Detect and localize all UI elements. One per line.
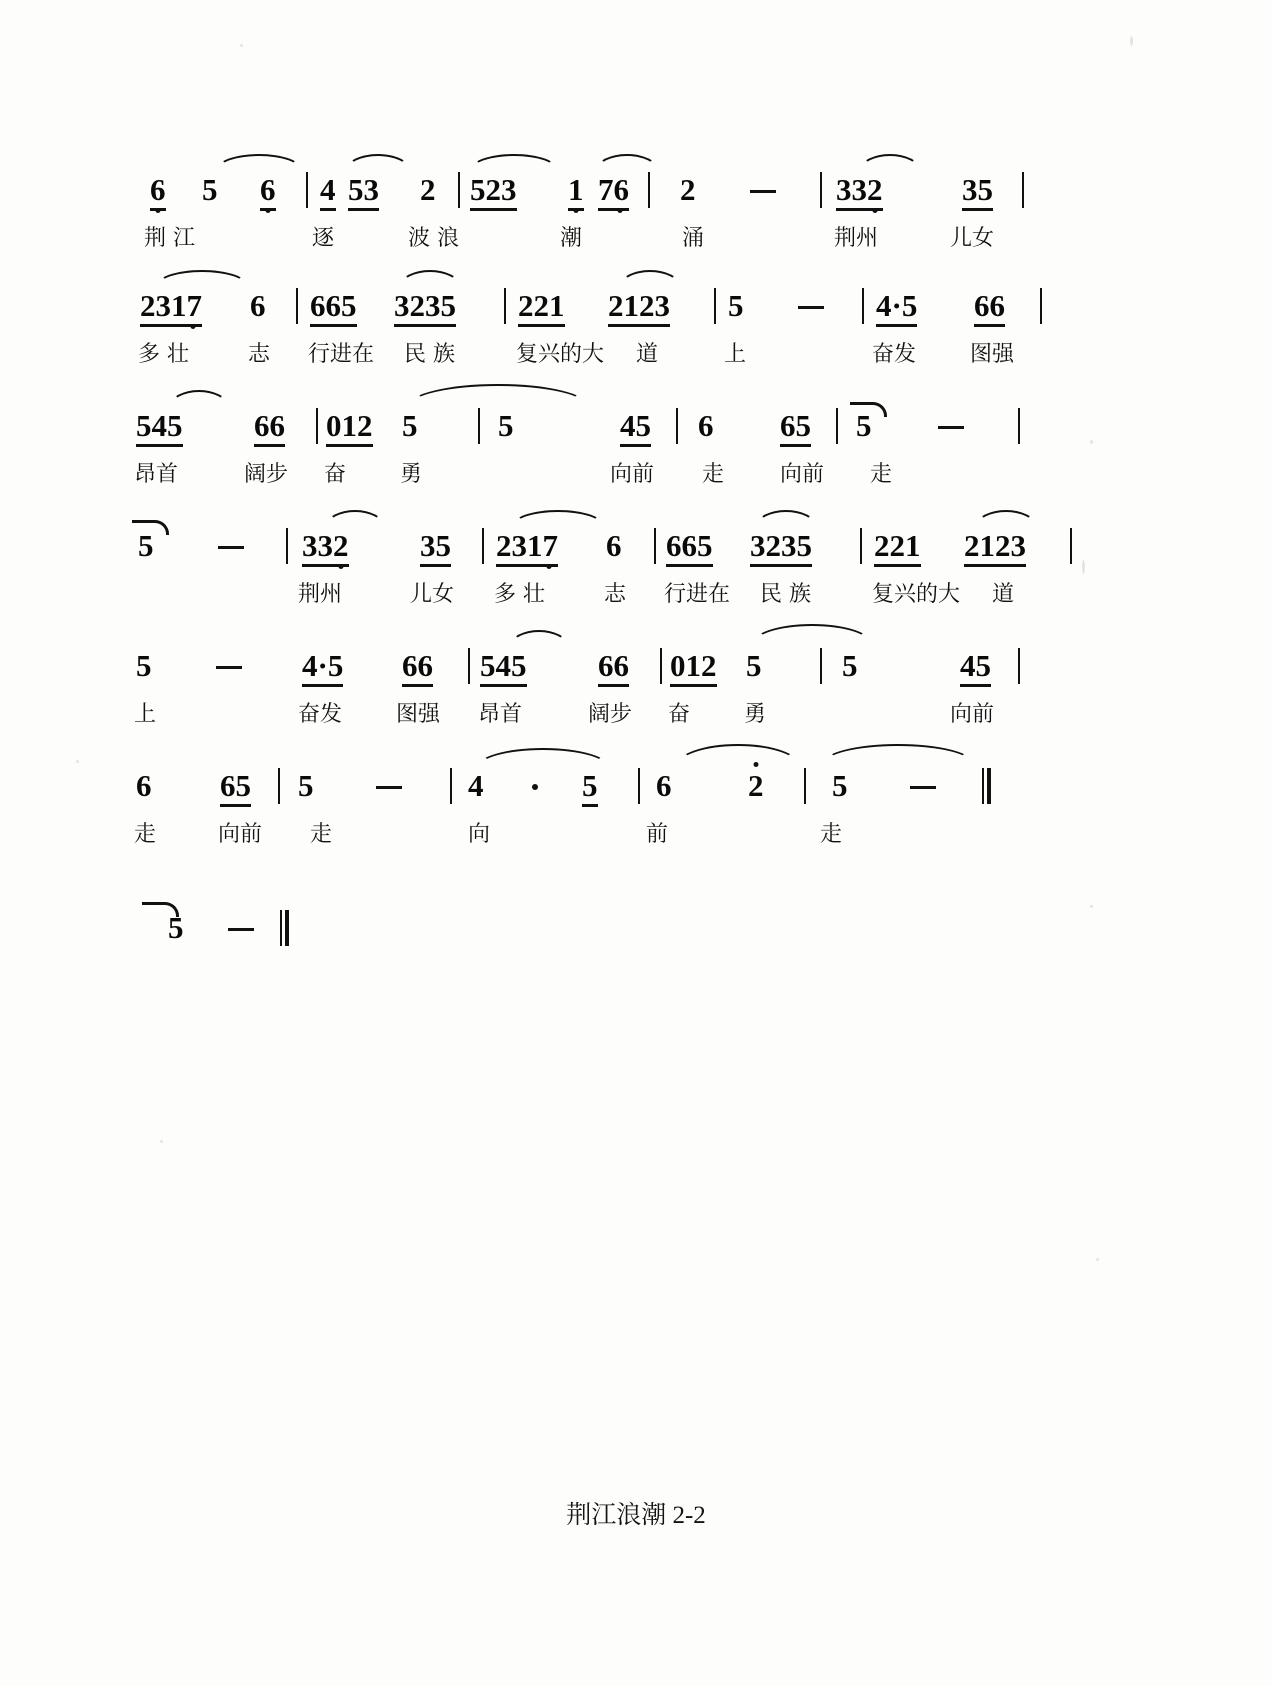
lyric-row-2: 多 壮 志 行进在 民 族 复兴的大 道 上 奋发 图强: [138, 342, 1015, 367]
lyric-row-1: 荆 江 逐 波 浪 潮 涌 荆州 儿女: [144, 226, 995, 251]
lyric-row-5: 上 奋发 图强 昂首 阔步 奋 勇 向前: [134, 702, 995, 727]
score-system-5: [120, 646, 1130, 740]
scan-speck: [1130, 36, 1133, 46]
lyric-row-3: 昂首 阔步 奋 勇 向前 走 向前 走: [134, 462, 893, 487]
page-footer: 荆江浪潮 2-2: [566, 1502, 706, 1529]
scan-speck: [160, 1140, 163, 1143]
lyric-row-6: 走 向前 走 向 前 走: [134, 822, 843, 847]
note-row-3: 545 66 012 5 5 45 6 65 5: [120, 406, 1130, 458]
scan-speck: [1096, 1258, 1099, 1261]
note-row-7: 5: [120, 908, 1130, 960]
score-system-7: [120, 908, 1130, 960]
note-row-5: 5 4·5 66 545 66 012 5 5 45: [120, 646, 1130, 698]
note-row-4: 5 332 35 2317 6 665 3235 221 2123: [120, 526, 1130, 578]
note-row-2: 2317 6 665 3235 221 2123 5 4·5 66: [120, 286, 1130, 338]
note-row-6: 6 65 5 4 5 6 2 5: [120, 766, 1130, 818]
note-row-1: 6 5 6 4 53 2 523 1 76 2 332 35: [120, 170, 1130, 222]
scan-speck: [76, 760, 79, 763]
score-system-2: [120, 286, 1130, 380]
score-system-4: [120, 526, 1130, 620]
lyric-row-4: 荆州 儿女 多 壮 志 行进在 民 族 复兴的大 道: [298, 582, 1015, 607]
scan-speck: [240, 44, 243, 47]
score-system-1: [120, 170, 1130, 264]
score-system-6: [120, 766, 1130, 860]
score-system-3: [120, 406, 1130, 500]
music-score: [120, 170, 1130, 968]
